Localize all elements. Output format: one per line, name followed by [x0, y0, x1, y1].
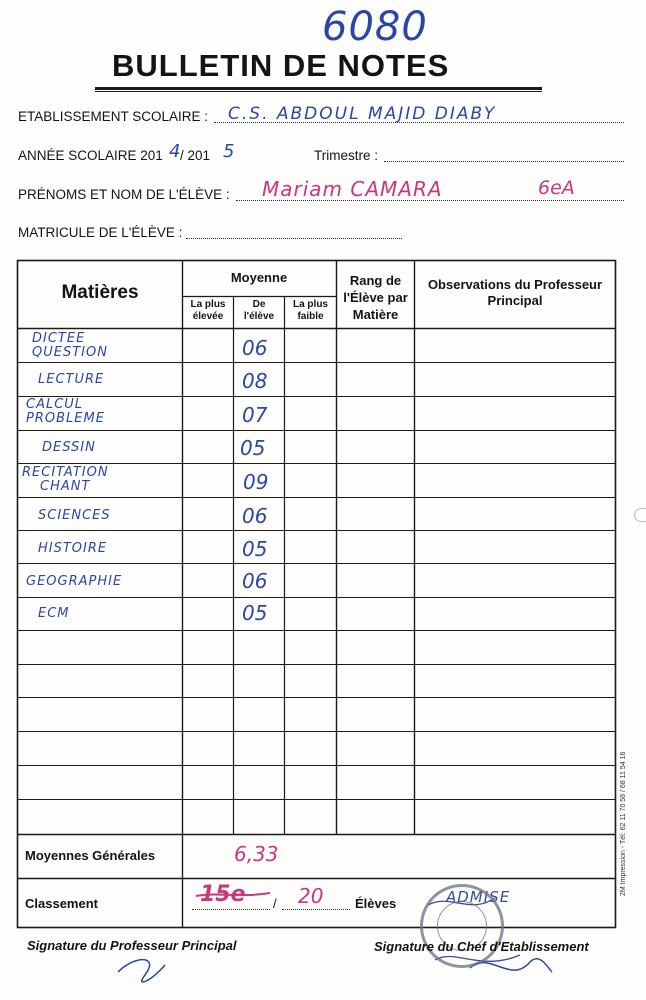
- subject-name: RECITATION CHANT: [22, 465, 109, 494]
- reference-number: 6080: [322, 4, 428, 50]
- subject-name: ECM: [38, 606, 70, 621]
- student-mark: 05: [242, 601, 268, 625]
- title-underline: [95, 87, 542, 90]
- ranking-suffix: Élèves: [355, 896, 397, 911]
- matricule-label: MATRICULE DE L'ÉLÈVE :: [18, 225, 183, 240]
- professor-signature-label: Signature du Professeur Principal: [27, 938, 237, 953]
- ranking-position-dots: [192, 909, 270, 910]
- student-mark: 05: [242, 537, 268, 561]
- head-signature-label: Signature du Chef d'Etablissement: [374, 939, 589, 954]
- page-title: BULLETIN DE NOTES: [112, 48, 450, 83]
- subjects-header: Matières: [61, 282, 139, 303]
- observations-header: Observations du Professeur Principal: [427, 277, 603, 308]
- school-stamp: [420, 884, 504, 968]
- trimester-dotted-line: [384, 161, 624, 162]
- general-average-label: Moyennes Générales: [25, 848, 156, 863]
- printer-note: 2M Impression - Tél: 62 11 70 58 / 68 11 54 16: [620, 751, 627, 896]
- rank-header: Rang de l'Élève par Matière: [343, 273, 408, 322]
- subject-name: DICTEE QUESTION: [32, 331, 108, 360]
- title-underline-thin: [95, 91, 542, 92]
- highest-header: La plus élevée: [190, 299, 226, 322]
- school-value: C.S. ABDOUL MAJID DIABY: [228, 104, 497, 124]
- student-average-header: De l'élève: [243, 299, 275, 322]
- subject-name: GEOGRAPHIE: [26, 574, 123, 589]
- student-name-value: Mariam CAMARA: [262, 177, 443, 201]
- ranking-separator: /: [273, 896, 277, 911]
- ranking-total-dots: [282, 909, 350, 910]
- year-hand-b: 5: [223, 141, 235, 162]
- ranking-label: Classement: [25, 896, 98, 911]
- ranking-total-value: 20: [298, 884, 324, 908]
- ranking-position-value: 15e: [200, 882, 246, 907]
- matricule-dotted-line: [186, 238, 402, 239]
- student-name-label: PRÉNOMS ET NOM DE L'ÉLÈVE :: [18, 187, 230, 202]
- subject-name: CALCUL PROBLEME: [26, 397, 105, 426]
- average-header: Moyenne: [230, 270, 288, 285]
- trimester-label: Trimestre :: [314, 148, 378, 163]
- subject-name: LECTURE: [38, 372, 105, 387]
- ranking-note: ADMISE: [446, 888, 511, 906]
- student-mark: 05: [240, 436, 266, 460]
- subject-name: HISTOIRE: [38, 541, 108, 556]
- student-mark: 06: [242, 569, 268, 593]
- student-mark: 06: [242, 336, 268, 360]
- student-mark: 09: [243, 470, 269, 494]
- page-edge-mark: [634, 508, 646, 522]
- year-label-b: / 201: [180, 148, 211, 163]
- subject-name: DESSIN: [42, 440, 96, 455]
- school-label: ETABLISSEMENT SCOLAIRE :: [18, 109, 209, 124]
- year-hand-a: 4: [169, 141, 181, 162]
- general-average-value: 6,33: [234, 842, 279, 866]
- year-label-a: ANNÉE SCOLAIRE 201: [18, 148, 163, 163]
- student-mark: 08: [242, 369, 268, 393]
- student-mark: 07: [242, 403, 268, 427]
- subject-name: SCIENCES: [38, 508, 111, 523]
- student-mark: 06: [242, 504, 268, 528]
- lowest-header: La plus faible: [292, 299, 328, 322]
- student-class-value: 6eA: [538, 177, 575, 199]
